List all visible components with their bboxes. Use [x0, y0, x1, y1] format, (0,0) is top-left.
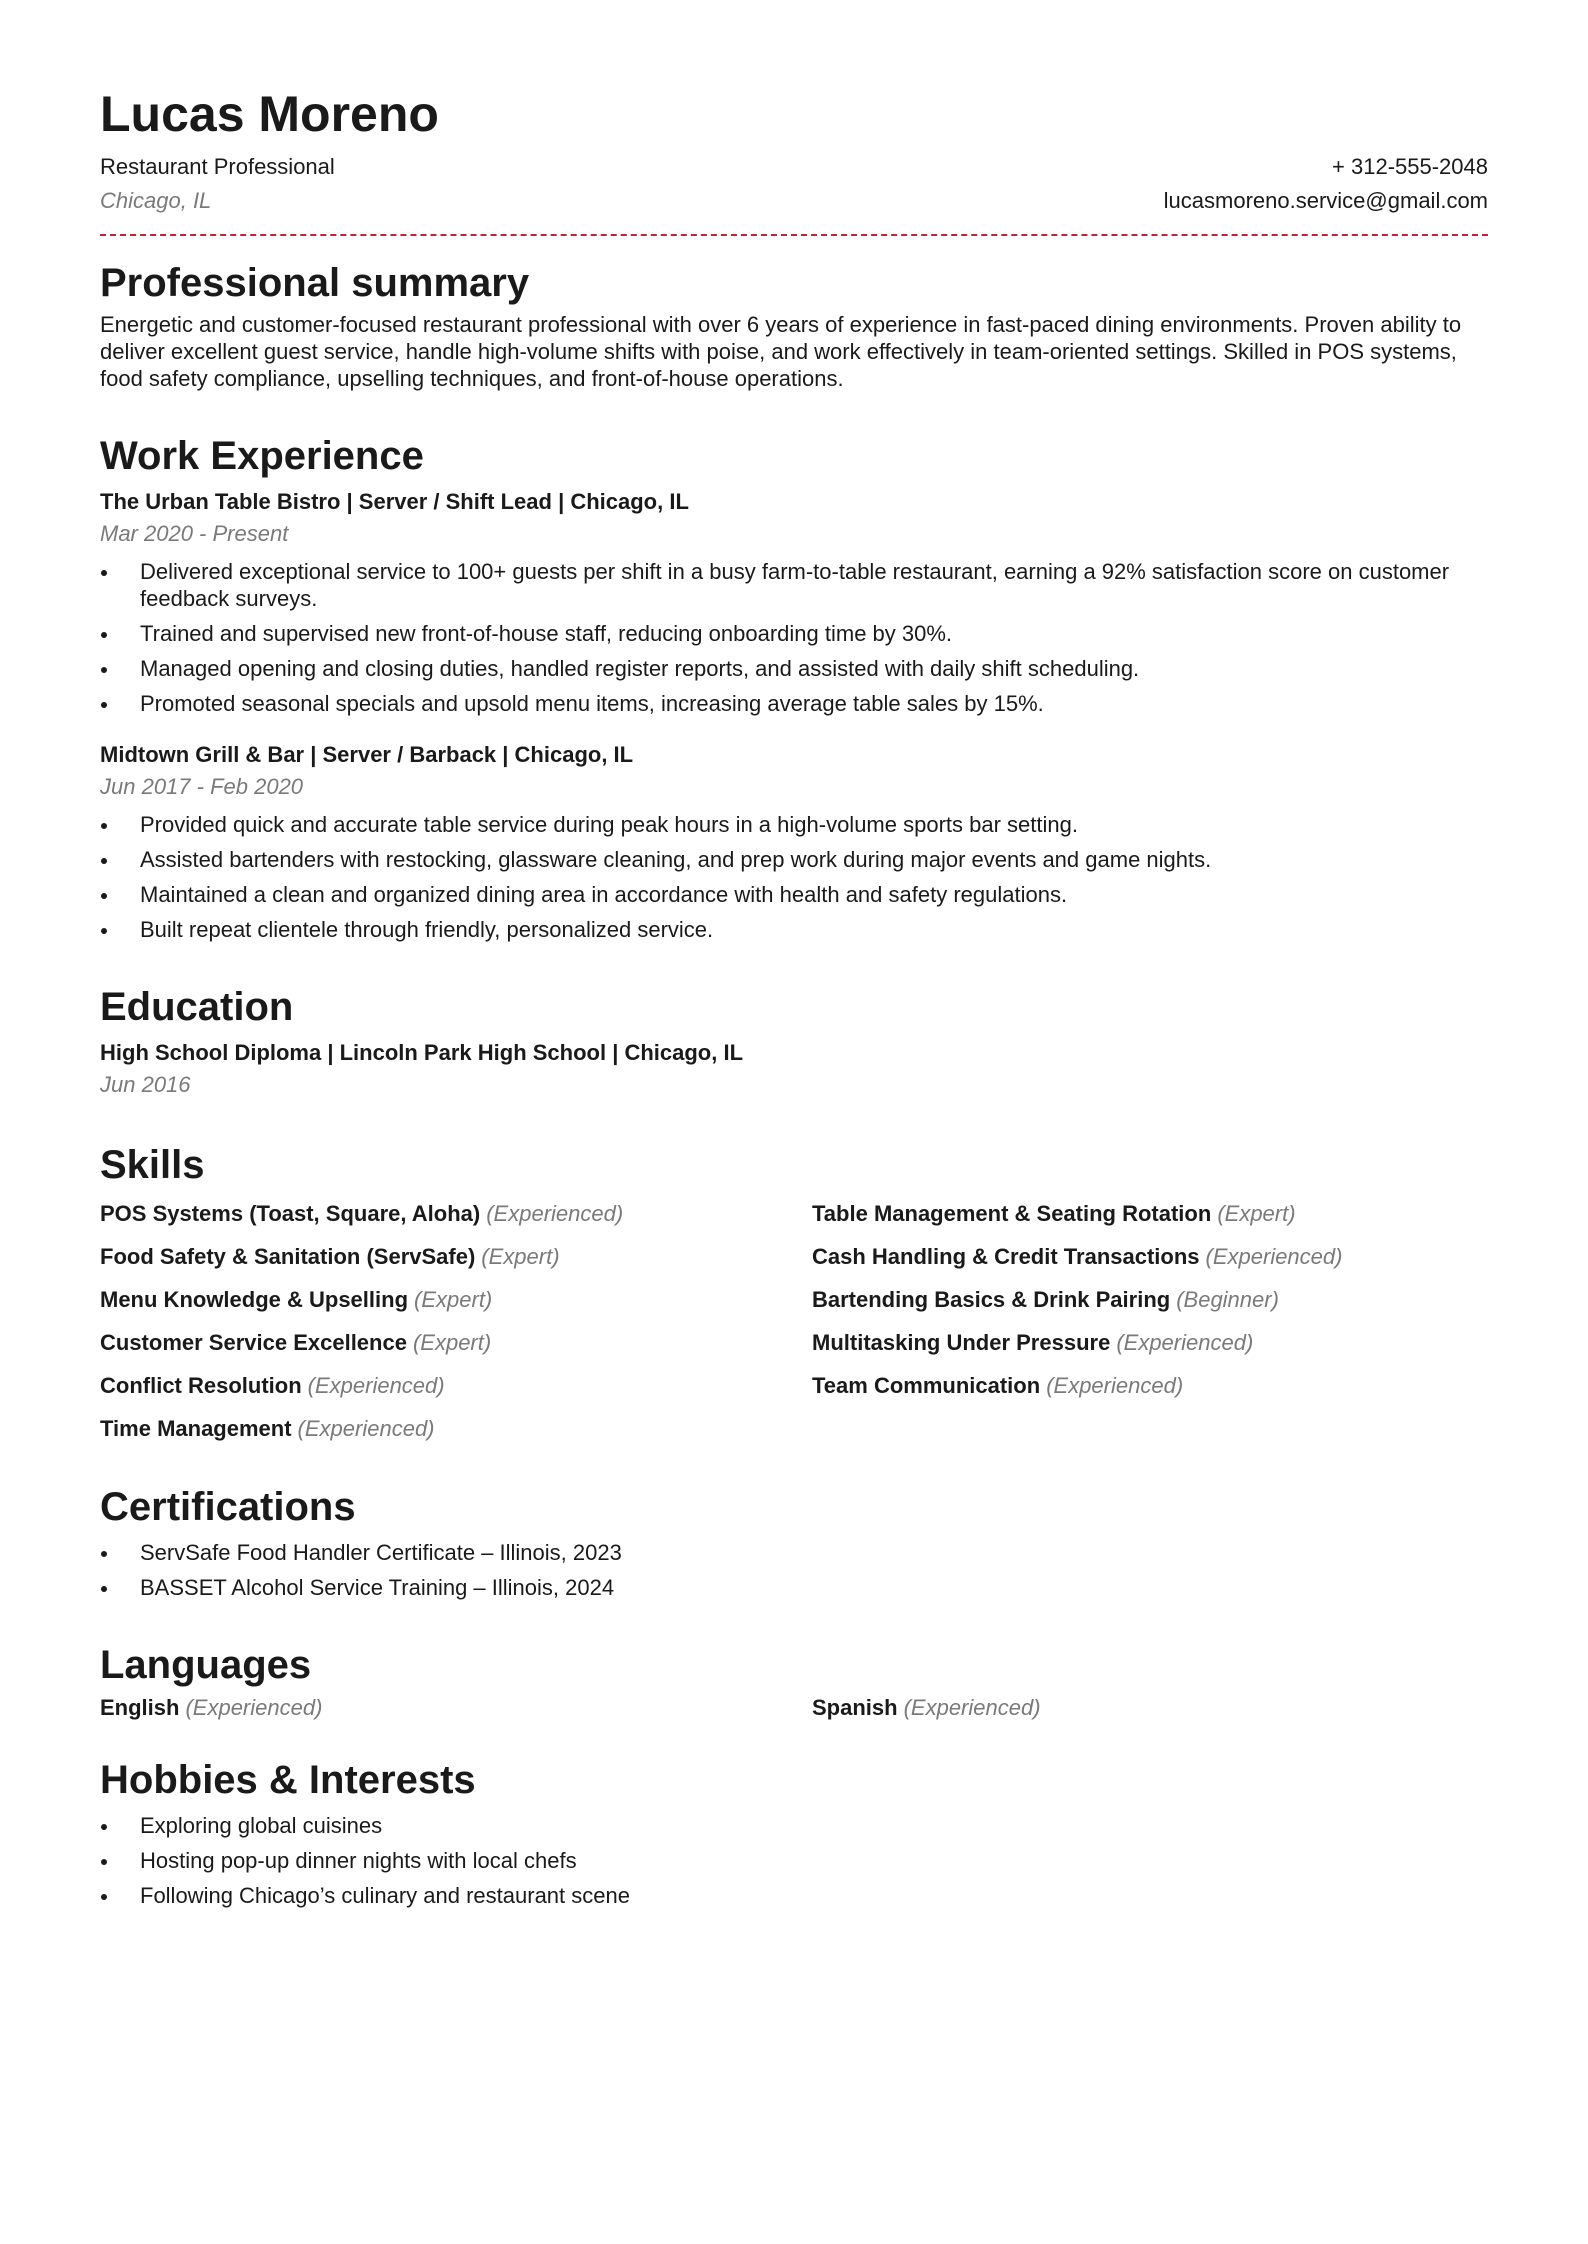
skill-name: Bartending Basics & Drink Pairing [812, 1287, 1171, 1312]
skill-level: (Experienced) [307, 1373, 445, 1398]
skills-section [100, 1141, 1488, 1443]
job-heading: The Urban Table Bistro | Server / Shift Lead | Chicago, IL [100, 489, 689, 514]
job-bullets [100, 811, 1488, 943]
list-item: Exploring global cuisines [100, 1812, 1488, 1839]
language-level: (Experienced) [185, 1695, 323, 1720]
skill-item [812, 1199, 1488, 1228]
summary-section [100, 259, 1488, 392]
skill-item [100, 1199, 812, 1228]
skills-grid [100, 1199, 1488, 1443]
languages-section [100, 1641, 1488, 1722]
language-item [100, 1693, 812, 1722]
language-level: (Experienced) [903, 1695, 1041, 1720]
skill-item [812, 1328, 1488, 1357]
list-item: Maintained a clean and organized dining area in accordance with health and safety regulations. [100, 881, 1488, 908]
section-title-summary: Professional summary [100, 261, 530, 305]
skill-level: (Experienced) [1205, 1244, 1343, 1269]
list-item: Built repeat clientele through friendly, personalized service. [100, 916, 1488, 943]
phone-number: + 312-555-2048 [1332, 154, 1488, 179]
certifications-section [100, 1483, 1488, 1601]
skill-name: Conflict Resolution [100, 1373, 302, 1398]
candidate-name: Lucas Moreno [100, 86, 439, 142]
skill-level: (Expert) [1217, 1201, 1296, 1226]
skill-level: (Experienced) [486, 1201, 624, 1226]
section-title-skills: Skills [100, 1143, 205, 1187]
skill-name: Table Management & Seating Rotation [812, 1201, 1212, 1226]
skill-item [100, 1328, 812, 1357]
skill-item [100, 1371, 812, 1400]
section-title-certifications: Certifications [100, 1485, 356, 1529]
language-item [812, 1693, 1488, 1722]
header-row-2 [100, 184, 1488, 218]
skill-name: Food Safety & Sanitation (ServSafe) [100, 1244, 476, 1269]
job-entry [100, 486, 1488, 717]
skill-name: Multitasking Under Pressure [812, 1330, 1111, 1355]
list-item: Managed opening and closing duties, handled register reports, and assisted with daily shift scheduling. [100, 655, 1488, 682]
education-heading: High School Diploma | Lincoln Park High School | Chicago, IL [100, 1040, 744, 1065]
skill-item [812, 1371, 1488, 1400]
job-dates: Mar 2020 - Present [100, 521, 289, 546]
list-item: Assisted bartenders with restocking, glassware cleaning, and prep work during major events and game nights. [100, 846, 1488, 873]
skill-name: Cash Handling & Credit Transactions [812, 1244, 1200, 1269]
list-item: Hosting pop-up dinner nights with local chefs [100, 1847, 1488, 1874]
location: Chicago, IL [100, 188, 212, 213]
skill-level: (Experienced) [1046, 1373, 1184, 1398]
skill-level: (Expert) [412, 1330, 492, 1355]
resume-header [100, 82, 1488, 236]
summary-text: Energetic and customer-focused restaurant professional with over 6 years of experience in fast-paced dining environments. Proven ability to deliver excellent guest service, handle high-volume shifts with poise, and work effectively in team-oriented settings. Skilled in POS systems, food safety compliance, upselling techniques, and front-of-house operations. [100, 312, 1462, 391]
education-section [100, 983, 1488, 1101]
skill-level: (Experienced) [1116, 1330, 1254, 1355]
certifications-list [100, 1539, 1488, 1601]
list-item: Provided quick and accurate table service during peak hours in a high-volume sports bar setting. [100, 811, 1488, 838]
list-item: Trained and supervised new front-of-house staff, reducing onboarding time by 30%. [100, 620, 1488, 647]
skill-item [100, 1242, 812, 1271]
skill-level: (Beginner) [1176, 1287, 1279, 1312]
job-heading: Midtown Grill & Bar | Server / Barback | Chicago, IL [100, 742, 634, 767]
skill-item [812, 1242, 1488, 1271]
section-title-work: Work Experience [100, 434, 424, 478]
language-name: Spanish [812, 1695, 898, 1720]
job-title: Restaurant Professional [100, 154, 335, 179]
header-divider [100, 234, 1488, 236]
skill-level: (Experienced) [297, 1416, 435, 1441]
skill-item [100, 1414, 812, 1443]
section-title-education: Education [100, 985, 294, 1029]
list-item: Promoted seasonal specials and upsold menu items, increasing average table sales by 15%. [100, 690, 1488, 717]
work-section [100, 432, 1488, 943]
skill-level: (Expert) [414, 1287, 493, 1312]
language-name: English [100, 1695, 180, 1720]
list-item: Following Chicago’s culinary and restaurant scene [100, 1882, 1488, 1909]
section-title-hobbies: Hobbies & Interests [100, 1758, 476, 1802]
education-date: Jun 2016 [100, 1072, 191, 1097]
list-item: BASSET Alcohol Service Training – Illinois, 2024 [100, 1574, 1488, 1601]
skill-level: (Expert) [481, 1244, 560, 1269]
hobbies-section [100, 1756, 1488, 1909]
list-item: Delivered exceptional service to 100+ guests per shift in a busy farm-to-table restaurant, earning a 92% satisfaction score on customer feedback surveys. [100, 558, 1488, 612]
job-dates: Jun 2017 - Feb 2020 [100, 774, 304, 799]
skill-name: Time Management [100, 1416, 292, 1441]
skill-name: POS Systems (Toast, Square, Aloha) [100, 1201, 481, 1226]
email-address: lucasmoreno.service@gmail.com [1163, 188, 1488, 213]
skill-item [100, 1285, 812, 1314]
job-bullets [100, 558, 1488, 717]
job-entry [100, 739, 1488, 943]
hobbies-list [100, 1812, 1488, 1909]
skill-name: Customer Service Excellence [100, 1330, 407, 1355]
skill-item [812, 1285, 1488, 1314]
languages-grid [100, 1693, 1488, 1722]
section-title-languages: Languages [100, 1643, 312, 1687]
header-row-1 [100, 150, 1488, 184]
list-item: ServSafe Food Handler Certificate – Illinois, 2023 [100, 1539, 1488, 1566]
skill-name: Team Communication [812, 1373, 1041, 1398]
skill-name: Menu Knowledge & Upselling [100, 1287, 409, 1312]
